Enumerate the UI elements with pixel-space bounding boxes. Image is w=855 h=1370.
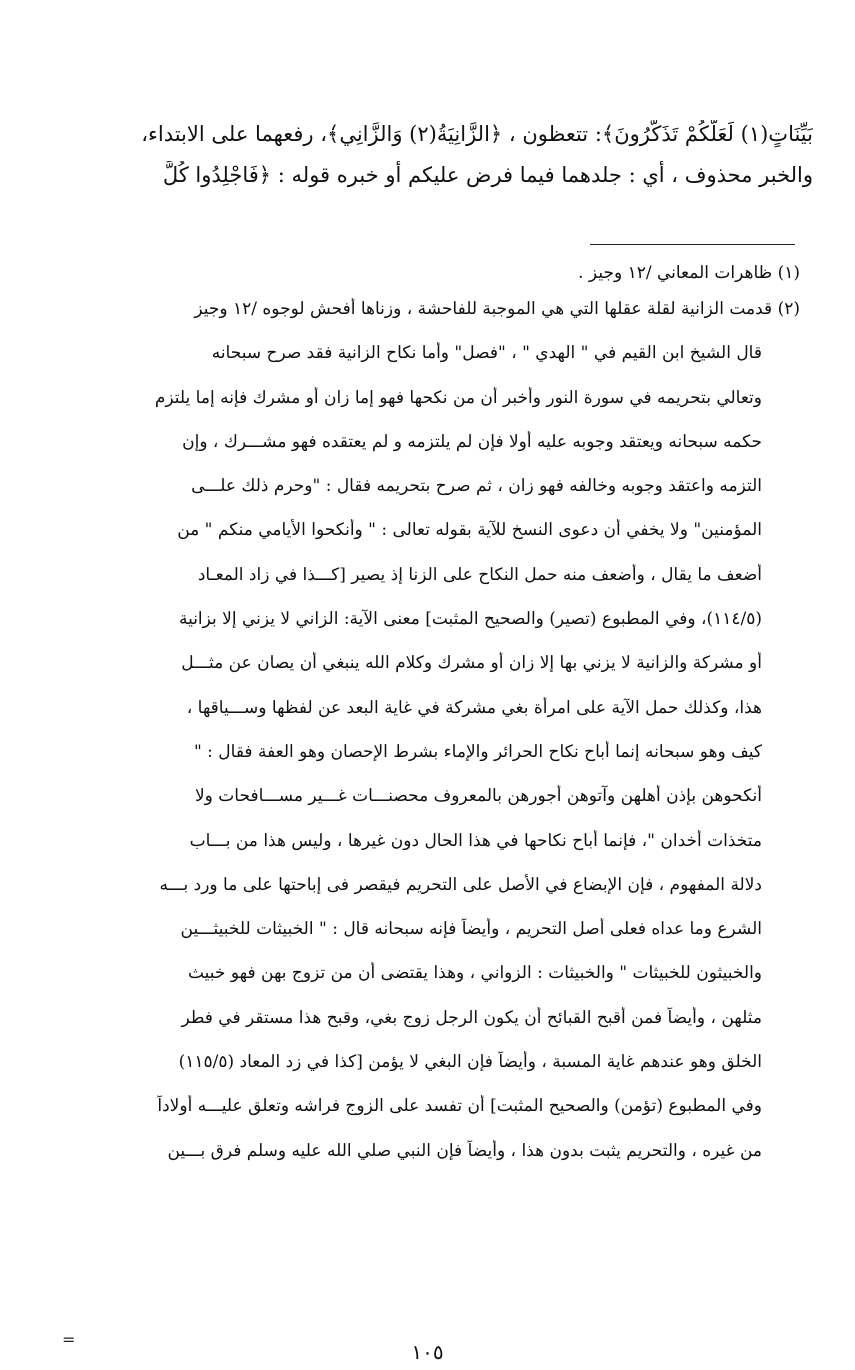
footnote-line: هذا، وكذلك حمل الآية على امرأة بغي مشركة في غاية البعد عن لفظها وســـياقها ، [186, 697, 762, 718]
footnote-separator [590, 244, 795, 245]
footnote-line: وتعالي بتحريمه في سورة النور وأخبر أن من نكحها فهو إما زان أو مشرك فإنه إما يلتزم [154, 387, 762, 408]
footnote-1: (١) ظاهرات المعاني /١٢ وجيز . [578, 263, 800, 283]
page-number: ١٠٥ [411, 1340, 444, 1364]
footnotes [28, 262, 800, 1184]
footnote-line: حكمه سبحانه ويعتقد وجوبه عليه أولا فإن لم يلتزمه و لم يعتقده فهو مشـــرك ، وإن [182, 431, 762, 452]
footnote-line: وفي المطبوع (تؤمن) والصحيح المثبت] أن تفسد على الزوج فراشه وتعلق عليـــه أولاداً [157, 1096, 762, 1117]
footnote-line: الشرع وما عداه فعلى أصل التحريم ، وأيضاً فإنه سبحانه قال : " الخبيثات للخبيثـــين [180, 919, 762, 940]
footnote-line: أضعف ما يقال ، وأضعف منه حمل النكاح على الزنا إذ يصير [كـــذا في زاد المعـاد [197, 564, 762, 585]
main-text [38, 120, 813, 190]
footnote-line: دلالة المفهوم ، فإن الإبضاع في الأصل على التحريم فيقصر فى إباحتها على ما ورد بـــه [159, 874, 762, 895]
footnote-line: الخلق وهو عندهم غاية المسبة ، وأيضاً فإن البغي لا يؤمن [كذا في زد المعاد (١١٥/٥) [178, 1052, 762, 1073]
footnote-2: (٢) قدمت الزانية لقلة عقلها التي هي الموجبة للفاحشة ، وزناها أفحش لوجوه /١٢ وجيز [194, 299, 800, 319]
main-text-line: بَيِّنَاتٍ(١) لَعَلَّكُمْ تَذَكَّرُونَ﴾: تتعظون ، ﴿الزَّانِيَةُ(٢) وَالزَّانِي﴾، رفعهما على الابتداء، [141, 122, 813, 146]
footnote-line: كيف وهو سبحانه إنما أباح نكاح الحرائر والإماء بشرط الإحصان وهو العفة فقال : " [193, 741, 762, 762]
footnote-line: (١١٤/٥)، وفي المطبوع (تصير) والصحيح المثبت] معنى الآية: الزاني لا يزني إلا بزانية [178, 609, 762, 630]
footnote-line: قال الشيخ ابن القيم في " الهدي " ، "فصل" وأما نكاح الزانية فقد صرح سبحانه [211, 343, 762, 364]
footnote-line: والخبيثون للخبيثات " والخبيثات : الزواني ، وهذا يقتضى أن من تزوج بهن فهو خبيث [187, 963, 762, 984]
footnote-line: مثلهن ، وأيضاً فمن أقبح القبائح أن يكون الرجل زوج بغي، وقبح هذا مستقر في فطر [181, 1007, 762, 1028]
footnote-line: متخذات أخدان "، فإنما أباح نكاحها في هذا الحال دون غيرها ، وليس هذا من بـــاب [189, 830, 762, 851]
footnote-line: أنكحوهن بإذن أهلهن وآتوهن أجورهن بالمعروف محصنـــات غـــير مســـافحات ولا [194, 786, 762, 807]
footnote-line: أو مشركة والزانية لا يزني بها إلا زان أو مشرك وكلام الله ينبغي أن يصان عن مثـــل [181, 653, 762, 674]
footnote-line: من غيره ، والتحريم يثبت بدون هذا ، وأيضاً فإن النبي صلي الله عليه وسلم فرق بـــين [167, 1140, 762, 1161]
footnote-line: التزمه واعتقد وجوبه وخالفه فهو زان ، ثم صرح بتحريمه فقال : "وحرم ذلك علـــى [191, 476, 762, 497]
continuation-mark: = [62, 1330, 76, 1349]
footnote-line: المؤمنين" ولا يخفي أن دعوى النسخ للآية بقوله تعالى : " وأنكحوا الأيامي منكم " من [177, 520, 762, 541]
main-text-line: والخبر محذوف ، أي : جلدهما فيما فرض عليكم أو خبره قوله : ﴿فَاجْلِدُوا كُلَّ [162, 163, 813, 187]
